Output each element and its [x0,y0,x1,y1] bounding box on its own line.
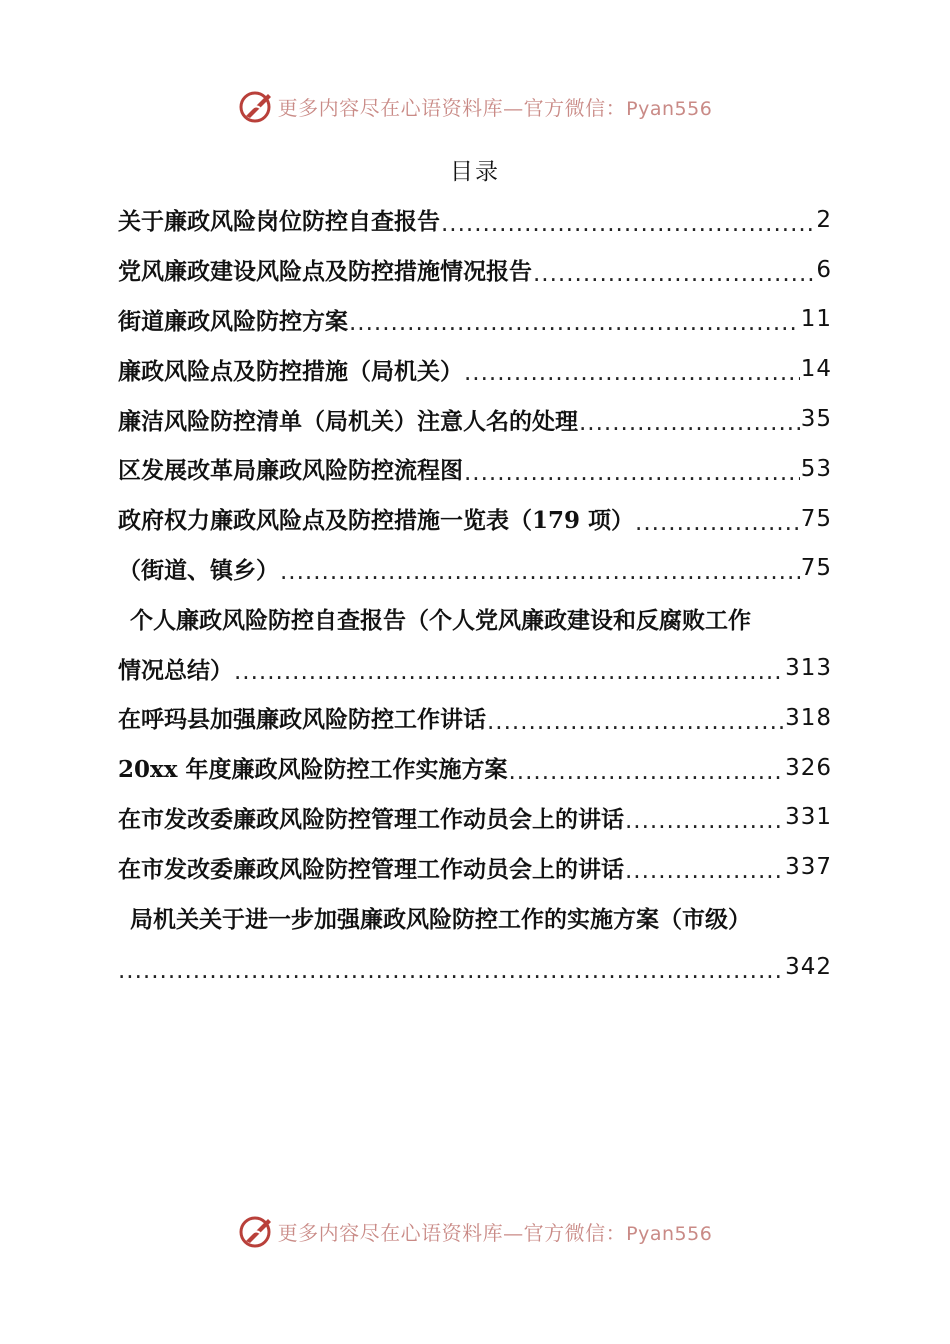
toc-entry[interactable]: 在市发改委廉政风险防控管理工作动员会上的讲话 ..... 331 [118,793,832,843]
table-of-contents [118,195,832,992]
banner-text: 更多内容尽在心语资料库—官方微信：Pyan556 [277,1220,713,1245]
quill-logo-icon [238,88,274,124]
toc-entry[interactable]: 区发展改革局廉政风险防控流程图 ..... 53 [118,444,832,494]
header-banner [0,84,950,128]
toc-entry[interactable]: 在市发改委廉政风险防控管理工作动员会上的讲话 ..... 337 [118,842,832,892]
toc-entry[interactable]: 在呼玛县加强廉政风险防控工作讲话 ..... 318 [118,693,832,743]
toc-entry[interactable]: 廉政风险点及防控措施（局机关） ..... 14 [118,344,832,394]
footer-banner [0,1209,950,1253]
wechat-id: Pyan556 [626,97,713,120]
toc-entry[interactable]: 政府权力廉政风险点及防控措施一览表（179 项） ..... 75 [118,494,832,544]
wechat-id: Pyan556 [626,1222,713,1245]
toc-entry[interactable]: 廉洁风险防控清单（局机关）注意人名的处理 ..... 35 [118,394,832,444]
toc-entry-first-line[interactable]: 个人廉政风险防控自查报告（个人党风廉政建设和反腐败工作 [130,606,751,634]
quill-logo-icon [238,1213,274,1249]
toc-entry[interactable]: 党风廉政建设风险点及防控措施情况报告 ..... 6 [118,245,832,295]
toc-entry[interactable]: 街道廉政风险防控方案 ..... 11 [118,295,832,345]
toc-entry[interactable]: （街道、镇乡） ..... 75 [118,544,832,594]
toc-entry-continuation[interactable]: ..... 342 [118,942,832,992]
toc-entry[interactable]: 20xx 年度廉政风险防控工作实施方案 ..... 326 [118,743,832,793]
toc-entry[interactable]: 关于廉政风险岗位防控自查报告 ..... 2 [118,195,832,245]
toc-entry-first-line[interactable]: 局机关关于进一步加强廉政风险防控工作的实施方案（市级） [130,905,751,933]
toc-entry-continuation[interactable]: 情况总结） ..... 313 [118,643,832,693]
toc-title: 目录 [450,159,500,185]
banner-text: 更多内容尽在心语资料库—官方微信：Pyan556 [277,95,713,120]
